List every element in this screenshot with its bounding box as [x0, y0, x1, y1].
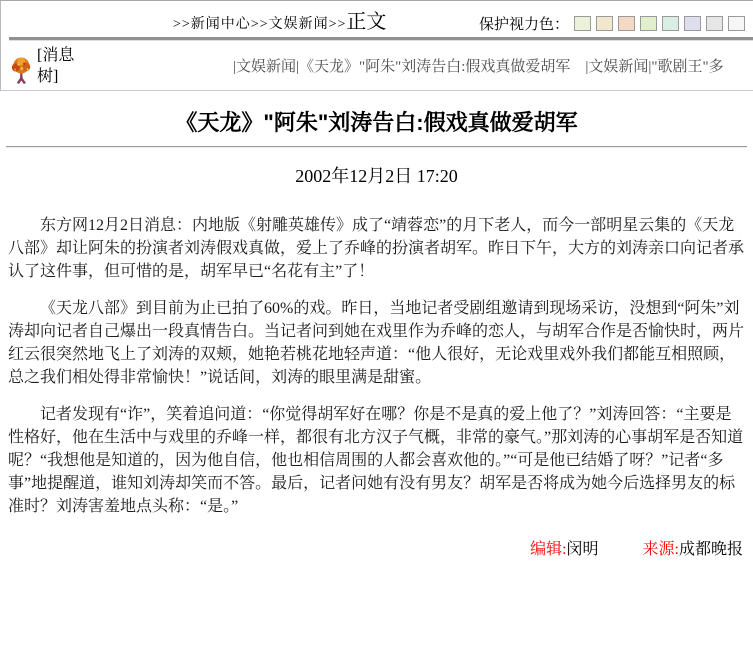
eye-protect-swatch[interactable]	[684, 16, 701, 31]
eye-protect-swatches	[569, 16, 745, 31]
eye-protect-swatch[interactable]	[640, 16, 657, 31]
message-tree-label: [消息树]	[37, 46, 75, 85]
eye-protect-swatch[interactable]	[728, 16, 745, 31]
breadcrumb-current: 正文	[346, 11, 387, 33]
article-date: 2002年12月2日 17:20	[295, 166, 458, 186]
article-title: 《天龙》"阿朱"刘涛告白:假戏真做爱胡军	[175, 110, 578, 135]
tree-icon	[9, 56, 34, 87]
eye-protect-swatch[interactable]	[618, 16, 635, 31]
eye-protect-swatch[interactable]	[574, 16, 591, 31]
eye-protect-swatch[interactable]	[596, 16, 613, 31]
editor-label: 编辑:	[530, 541, 567, 558]
source-label: 来源:	[642, 541, 679, 558]
news-ticker-text: |文娱新闻|《天龙》"阿朱"刘涛告白:假戏真做爱胡军 |文娱新闻|"歌剧王"多	[233, 59, 724, 75]
editor-name: 闵明	[566, 541, 599, 558]
page-header	[0, 1, 753, 91]
news-ticker[interactable]	[233, 55, 753, 76]
source-name: 成都晚报	[678, 541, 743, 558]
article-body	[8, 214, 745, 518]
ticker-row	[1, 41, 753, 91]
eye-protect-label: 保护视力色：	[478, 17, 569, 33]
eye-protect-control	[479, 13, 745, 34]
breadcrumb-links[interactable]: >>新闻中心>>文娱新闻>>	[173, 17, 347, 32]
top-nav-bar	[1, 1, 753, 37]
article-paragraph: 东方网12月2日消息：内地版《射雕英雄传》成了“靖蓉恋”的月下老人，而今一部明星云集的《天龙八部》却让阿朱的扮演者刘涛假戏真做，爱上了乔峰的扮演者胡军。昨日下午，大方的刘涛亲口向记者承认了这件事，但可惜的是，胡军早已“名花有主”了！	[8, 217, 745, 280]
article-paragraph: 《天龙八部》到目前为止已拍了60%的戏。昨日，当地记者受剧组邀请到现场采访，没想到“阿朱”刘涛却向记者自己爆出一段真情告白。当记者问到她在戏里作为乔峰的恋人，与胡军合作是否愉快时，两片红云很突然地飞上了刘涛的双颊，她艳若桃花地轻声道：“他人很好，无论戏里戏外我们都能互相照顾，总之我们相处得非常愉快！”说话间，刘涛的眼里满是甜蜜。	[8, 300, 745, 386]
article-credits	[0, 536, 753, 559]
eye-protect-swatch[interactable]	[662, 16, 679, 31]
article-paragraph: 记者发现有“诈”，笑着追问道：“你觉得胡军好在哪？你是不是真的爱上他了？”刘涛回答：“主要是性格好，他在生活中与戏里的乔峰一样，都很有北方汉子气概，非常的豪气。”那刘涛的心事胡军是否知道呢？“我想他是知道的，因为他自信，他也相信周围的人都会喜欢他的。”“可是他已结婚了呀？”记者“多事”地提醒道，谁知刘涛却笑而不答。最后，记者问她有没有男友？胡军是否将成为她今后选择男友的标准时？刘涛害羞地点头称：“是。”	[8, 406, 744, 515]
breadcrumb	[173, 5, 386, 34]
title-divider	[6, 146, 747, 148]
eye-protect-swatch[interactable]	[706, 16, 723, 31]
message-tree-link[interactable]	[1, 45, 233, 87]
